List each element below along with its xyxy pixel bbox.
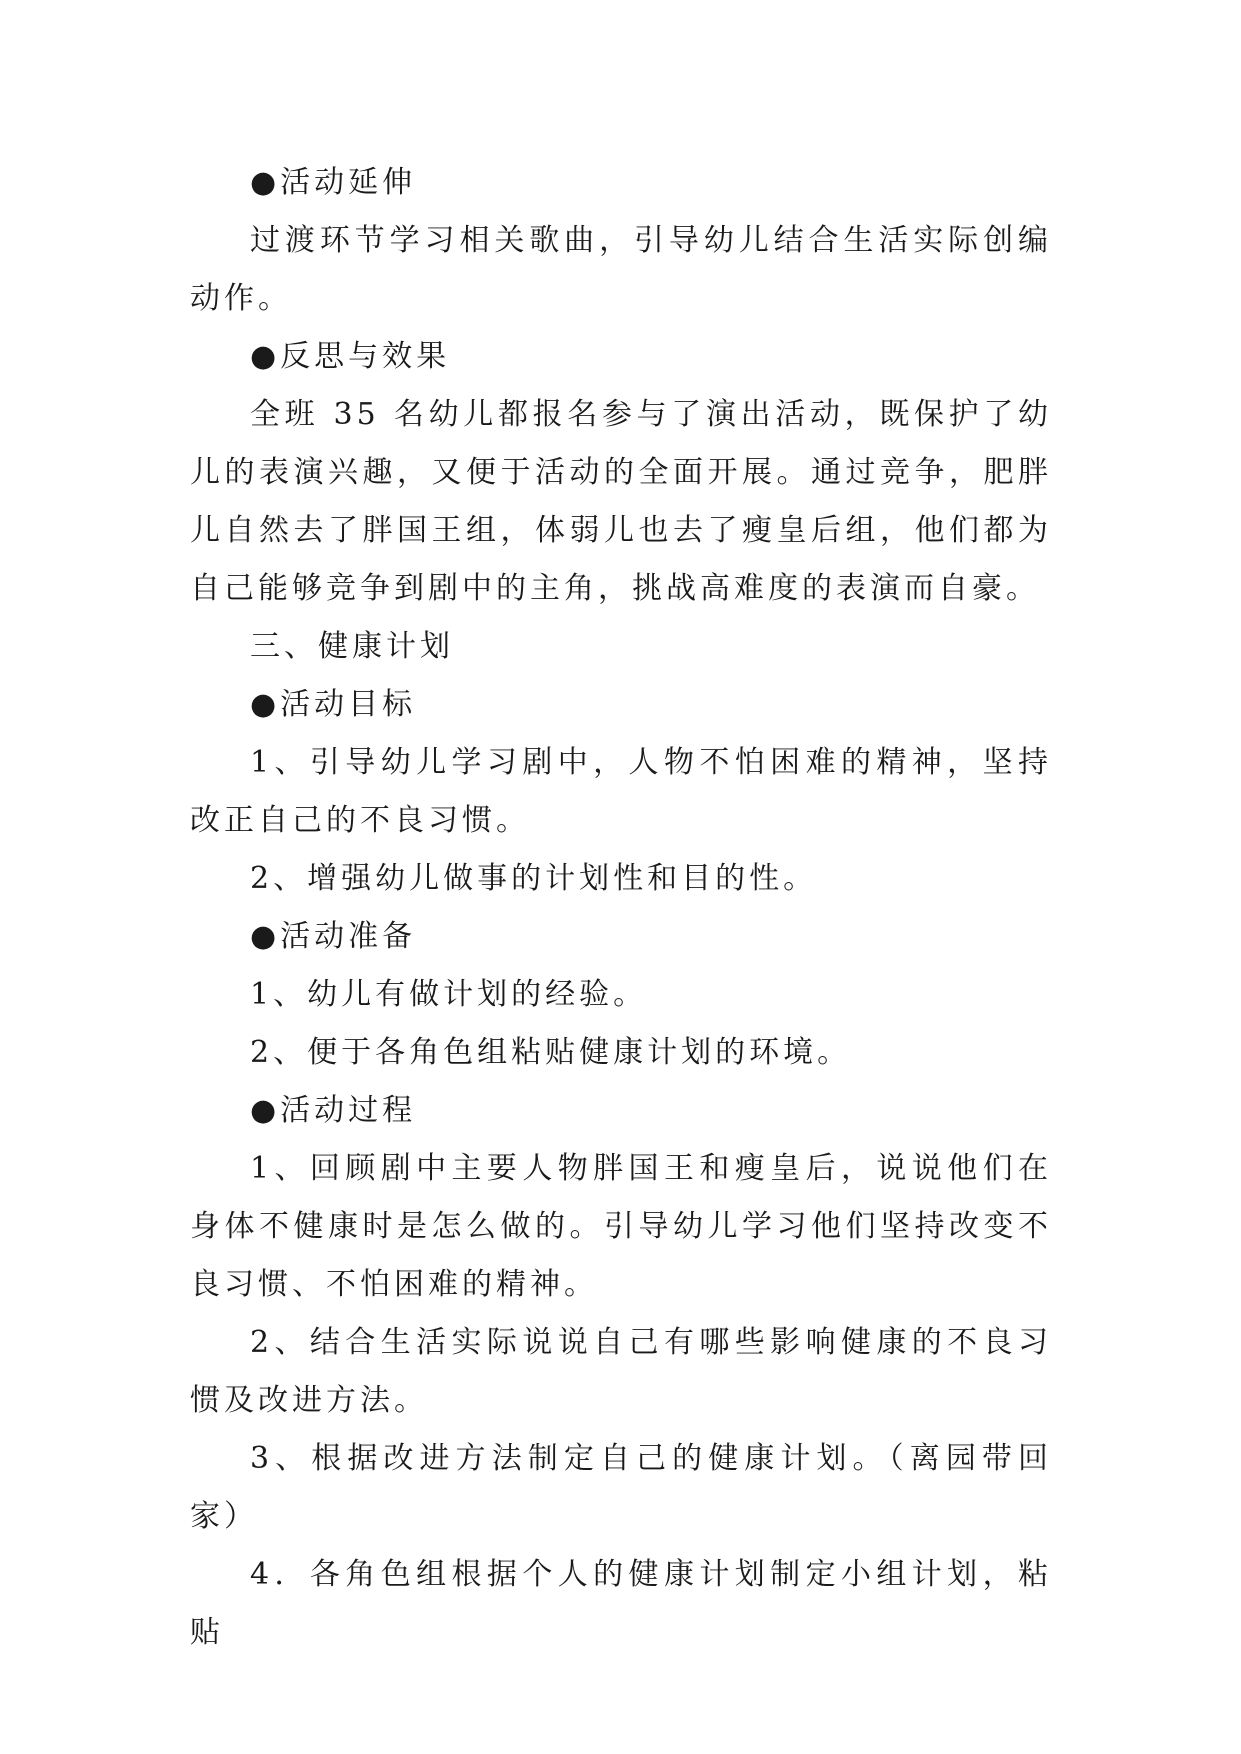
list-item-goal-2: 2、增强幼儿做事的计划性和目的性。: [250, 861, 818, 896]
list-item-preparation-2: 2、便于各角色组粘贴健康计划的环境。: [250, 1035, 852, 1070]
document-body: [190, 154, 1052, 1662]
list-item-preparation-1: 1、幼儿有做计划的经验。: [250, 977, 648, 1012]
section-heading-activity-process: ●活动过程: [250, 1093, 417, 1128]
list-item-process-1: 1、回顾剧中主要人物胖国王和瘦皇后，说说他们在身体不健康时是怎么做的。引导幼儿学习他们坚持改变不良习惯、不怕困难的精神。: [190, 1151, 1052, 1302]
section-heading-activity-preparation: ●活动准备: [250, 919, 417, 954]
section-heading-reflection: ●反思与效果: [250, 339, 451, 374]
list-item-process-3: 3、根据改进方法制定自己的健康计划。（离园带回家）: [190, 1441, 1052, 1534]
list-item-goal-1: 1、引导幼儿学习剧中，人物不怕困难的精神，坚持改正自己的不良习惯。: [190, 745, 1052, 838]
section-heading-activity-extension: ●活动延伸: [250, 165, 417, 200]
paragraph-reflection-text: 全班 35 名幼儿都报名参与了演出活动，既保护了幼儿的表演兴趣，又便于活动的全面开展。通过竞争，肥胖儿自然去了胖国王组，体弱儿也去了瘦皇后组，他们都为自己能够竞争到剧中的主角，挑战高难度的表演而自豪。: [190, 397, 1052, 606]
section-heading-activity-goals: ●活动目标: [250, 687, 417, 722]
list-item-process-4: 4．各角色组根据个人的健康计划制定小组计划，粘贴: [190, 1557, 1052, 1650]
section-title-health-plan: 三、健康计划: [250, 629, 454, 664]
paragraph-extension-text: 过渡环节学习相关歌曲，引导幼儿结合生活实际创编动作。: [190, 223, 1052, 316]
list-item-process-2: 2、结合生活实际说说自己有哪些影响健康的不良习惯及改进方法。: [190, 1325, 1052, 1418]
